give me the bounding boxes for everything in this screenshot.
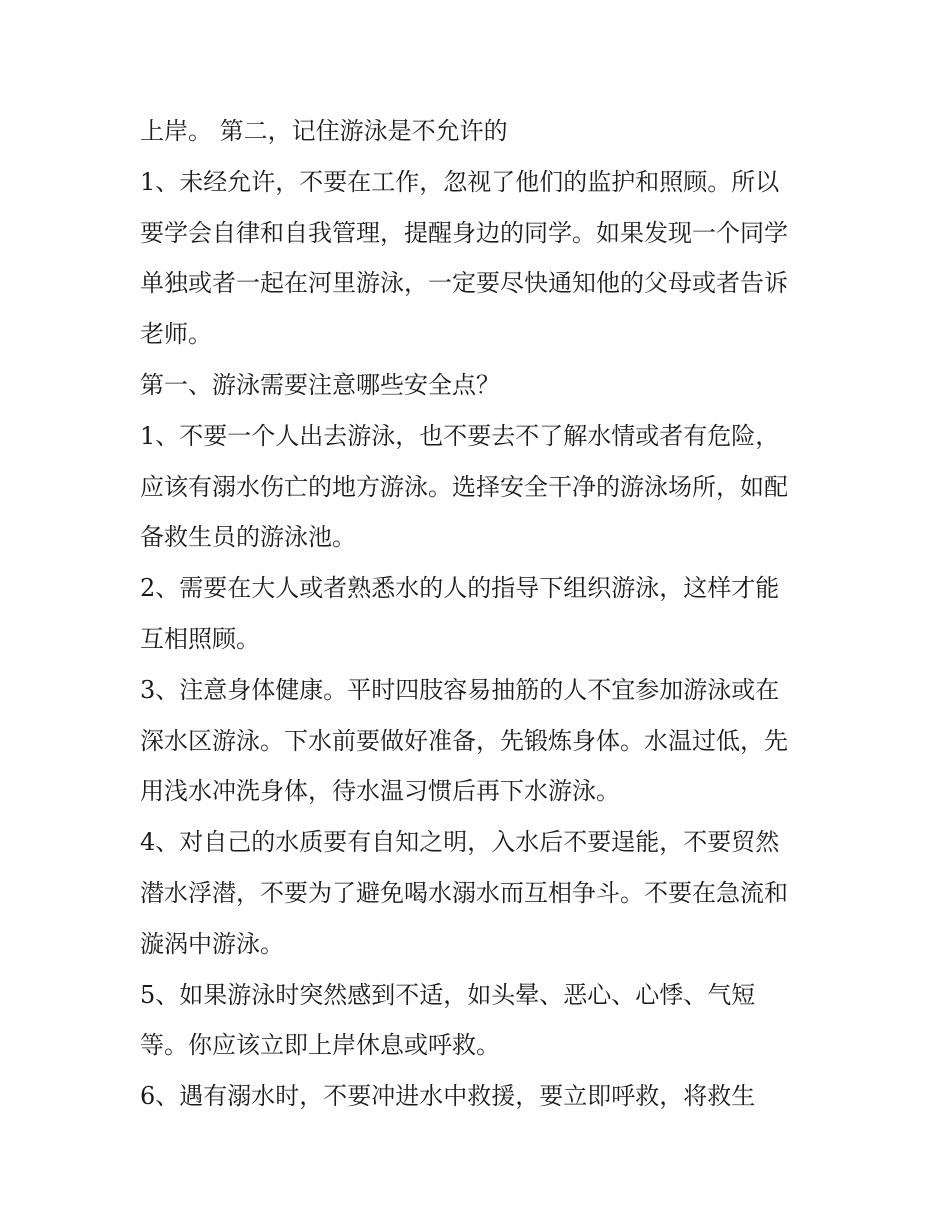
text-line-12: 3、注意身体健康。平时四肢容易抽筋的人不宜参加游泳或在 <box>140 675 780 704</box>
text-line-3: 要学会自律和自我管理，提醒身边的同学。如果发现一个同学 <box>140 218 788 247</box>
text-line-17: 漩涡中游泳。 <box>140 929 284 958</box>
text-line-19: 等。你应该立即上岸休息或呼救。 <box>140 1031 500 1060</box>
text-line-14: 用浅水冲洗身体，待水温习惯后再下水游泳。 <box>140 777 620 806</box>
text-line-18: 5、如果游泳时突然感到不适，如头晕、恶心、心悸、气短 <box>140 980 756 1009</box>
text-line-13: 深水区游泳。下水前要做好准备，先锻炼身体。水温过低，先 <box>140 726 788 755</box>
text-line-11: 互相照顾。 <box>140 624 260 653</box>
text-line-8: 应该有溺水伤亡的地方游泳。选择安全干净的游泳场所，如配 <box>140 472 788 501</box>
section-heading: 第一、游泳需要注意哪些安全点？ <box>140 370 500 399</box>
text-line-4: 单独或者一起在河里游泳，一定要尽快通知他的父母或者告诉 <box>140 269 788 298</box>
text-line-20: 6、遇有溺水时，不要冲进水中救援，要立即呼救，将救生 <box>140 1082 756 1111</box>
text-line-5: 老师。 <box>140 320 212 349</box>
text-line-7: 1、不要一个人出去游泳，也不要去不了解水情或者有危险， <box>140 421 780 450</box>
text-line-16: 潜水浮潜，不要为了避免喝水溺水而互相争斗。不要在急流和 <box>140 878 788 907</box>
document-body <box>140 106 820 1122</box>
text-line-2: 1、未经允许，不要在工作，忽视了他们的监护和照顾。所以 <box>140 167 780 196</box>
text-line-9: 备救生员的游泳池。 <box>140 523 356 552</box>
text-line-10: 2、需要在大人或者熟悉水的人的指导下组织游泳，这样才能 <box>140 574 780 603</box>
text-line-15: 4、对自己的水质要有自知之明，入水后不要逞能，不要贸然 <box>140 828 780 857</box>
text-line-1: 上岸。 第二，记住游泳是不允许的 <box>140 117 508 145</box>
